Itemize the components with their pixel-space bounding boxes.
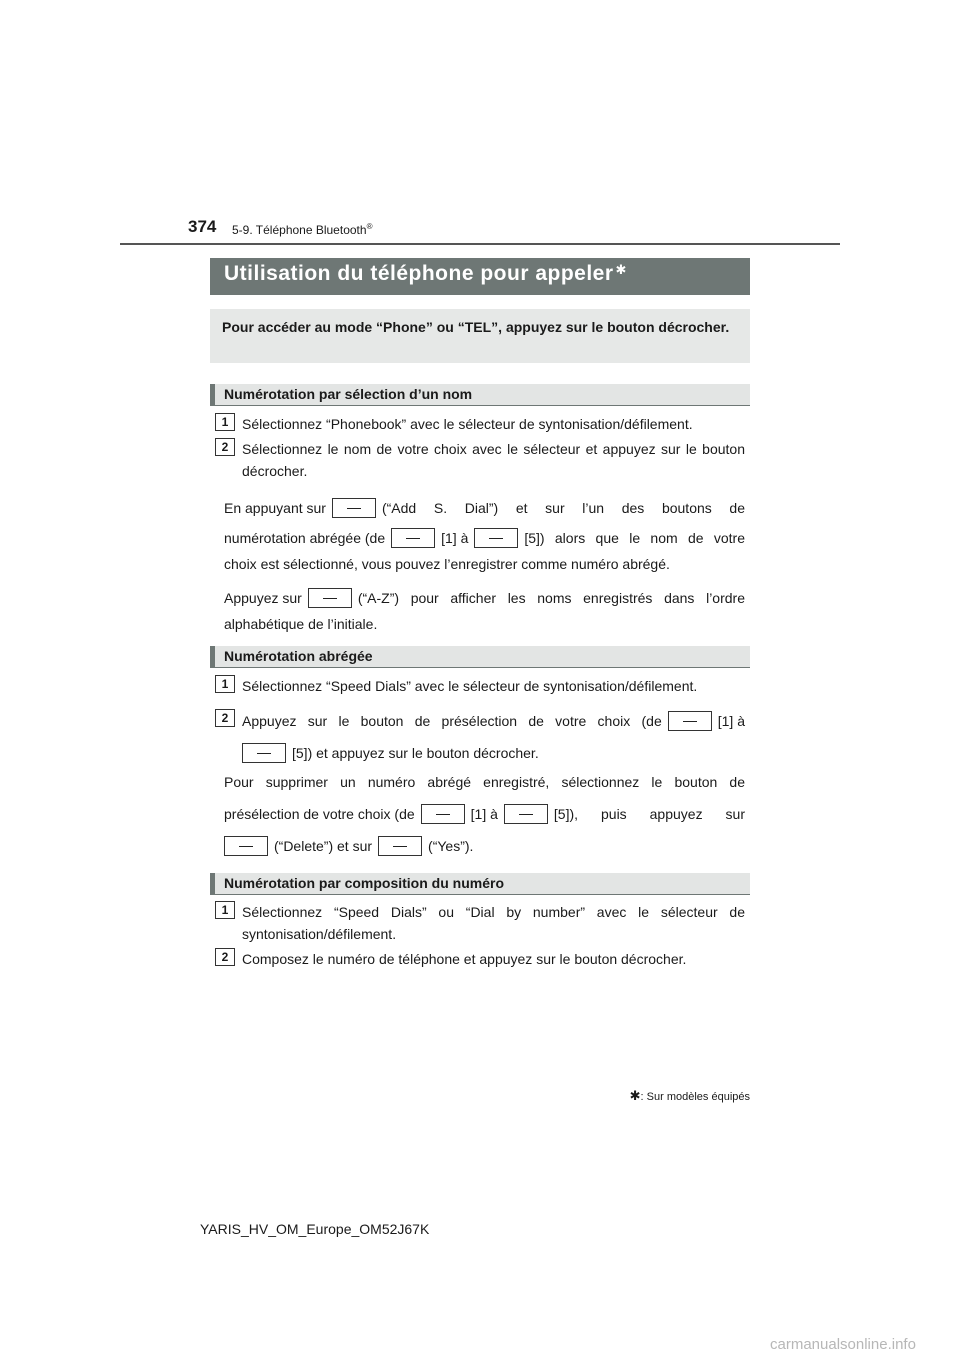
section-heading-number-dialing: Numérotation par composition du numéro xyxy=(210,873,750,895)
note-text-fragment: (“A-Z”) pour afficher les noms enregistrés dans l’ordre xyxy=(357,590,745,606)
footnote xyxy=(612,1088,750,1104)
note-speed-dial-register xyxy=(224,493,745,575)
watermark: carmanualsonline.info xyxy=(770,1336,916,1353)
note-line: choix est sélectionné, vous pouvez l’enregistrer comme numéro abrégé. xyxy=(224,556,670,572)
button-icon xyxy=(391,528,435,548)
note-text-fragment: (“Yes”). xyxy=(428,838,474,854)
step-text: Sélectionnez “Speed Dials” ou “Dial by number” avec le sélecteur de syntonisation/défilement. xyxy=(242,904,745,942)
step-text xyxy=(242,705,745,769)
note-line xyxy=(224,523,745,553)
page-title xyxy=(210,258,750,295)
note-text-fragment: [5]) alors que le nom de votre xyxy=(524,530,745,546)
note-line: alphabétique de l’initiale. xyxy=(224,616,378,632)
step-text: Sélectionnez “Phonebook” avec le sélecteur de syntonisation/défilement. xyxy=(242,416,693,432)
section-label-text: 5-9. Téléphone Bluetooth xyxy=(232,223,367,237)
button-icon xyxy=(242,743,286,763)
step-line xyxy=(242,737,745,769)
note-text-fragment: [5]), puis appuyez sur xyxy=(553,806,745,822)
note-text-fragment: présélection de votre choix (de xyxy=(224,806,415,822)
section-heading-speed-dial: Numérotation abrégée xyxy=(210,646,750,668)
button-icon xyxy=(421,804,465,824)
step-number-badge: 1 xyxy=(215,901,235,919)
note-line: Pour supprimer un numéro abrégé enregistré, sélectionnez le bouton de xyxy=(224,774,745,790)
header-rule xyxy=(120,243,840,245)
step-number-badge: 1 xyxy=(215,413,235,431)
registered-mark: ® xyxy=(366,222,373,231)
page-title-text: Utilisation du téléphone pour appeler xyxy=(224,262,614,285)
note-line xyxy=(224,493,745,523)
note-text-fragment: [1] à xyxy=(441,530,469,546)
intro-box: Pour accéder au mode “Phone” ou “TEL”, appuyez sur le bouton décrocher. xyxy=(210,309,750,363)
note-text-fragment: [1] à xyxy=(470,806,498,822)
note-text-fragment: (“Add S. Dial”) et sur l’un des boutons de xyxy=(381,500,745,516)
page-number: 374 xyxy=(188,217,217,236)
button-icon xyxy=(308,588,352,608)
step-text-fragment: Appuyez sur le bouton de présélection de votre choix (de xyxy=(242,713,662,729)
step-text: Composez le numéro de téléphone et appuyez sur le bouton décrocher. xyxy=(242,951,687,967)
step-number-badge: 2 xyxy=(215,709,235,727)
button-icon xyxy=(378,836,422,856)
button-icon xyxy=(668,711,712,731)
note-text-fragment: numérotation abrégée (de xyxy=(224,530,386,546)
section-label xyxy=(232,222,372,237)
note-line xyxy=(224,798,745,830)
step-text: Sélectionnez le nom de votre choix avec le sélecteur et appuyez sur le bouton décrocher. xyxy=(242,441,745,479)
step-number-badge: 2 xyxy=(215,438,235,456)
note-line xyxy=(224,830,745,862)
button-icon xyxy=(474,528,518,548)
button-icon xyxy=(504,804,548,824)
note-text-fragment: En appuyant sur xyxy=(224,500,326,516)
step-text-fragment: [5]) et appuyez sur le bouton décrocher. xyxy=(292,745,539,761)
button-icon xyxy=(332,498,376,518)
step-text-fragment: [1] à xyxy=(717,713,745,729)
step-text: Sélectionnez “Speed Dials” avec le sélecteur de syntonisation/défilement. xyxy=(242,678,698,694)
button-icon xyxy=(224,836,268,856)
asterisk-icon: ✱ xyxy=(615,262,627,277)
document-id: YARIS_HV_OM_Europe_OM52J67K xyxy=(200,1221,430,1237)
note-text-fragment: (“Delete”) et sur xyxy=(274,838,373,854)
step-line xyxy=(242,705,745,737)
footnote-text: : Sur modèles équipés xyxy=(640,1091,750,1103)
note-text-fragment: Appuyez sur xyxy=(224,590,302,606)
step-number-badge: 1 xyxy=(215,675,235,693)
note-alphabetical xyxy=(224,583,745,635)
note-line xyxy=(224,583,745,613)
step-number-badge: 2 xyxy=(215,948,235,966)
section-heading-name-dialing: Numérotation par sélection d’un nom xyxy=(210,384,750,406)
note-delete-speed-dial xyxy=(224,770,745,862)
asterisk-icon: ✱ xyxy=(629,1088,641,1103)
